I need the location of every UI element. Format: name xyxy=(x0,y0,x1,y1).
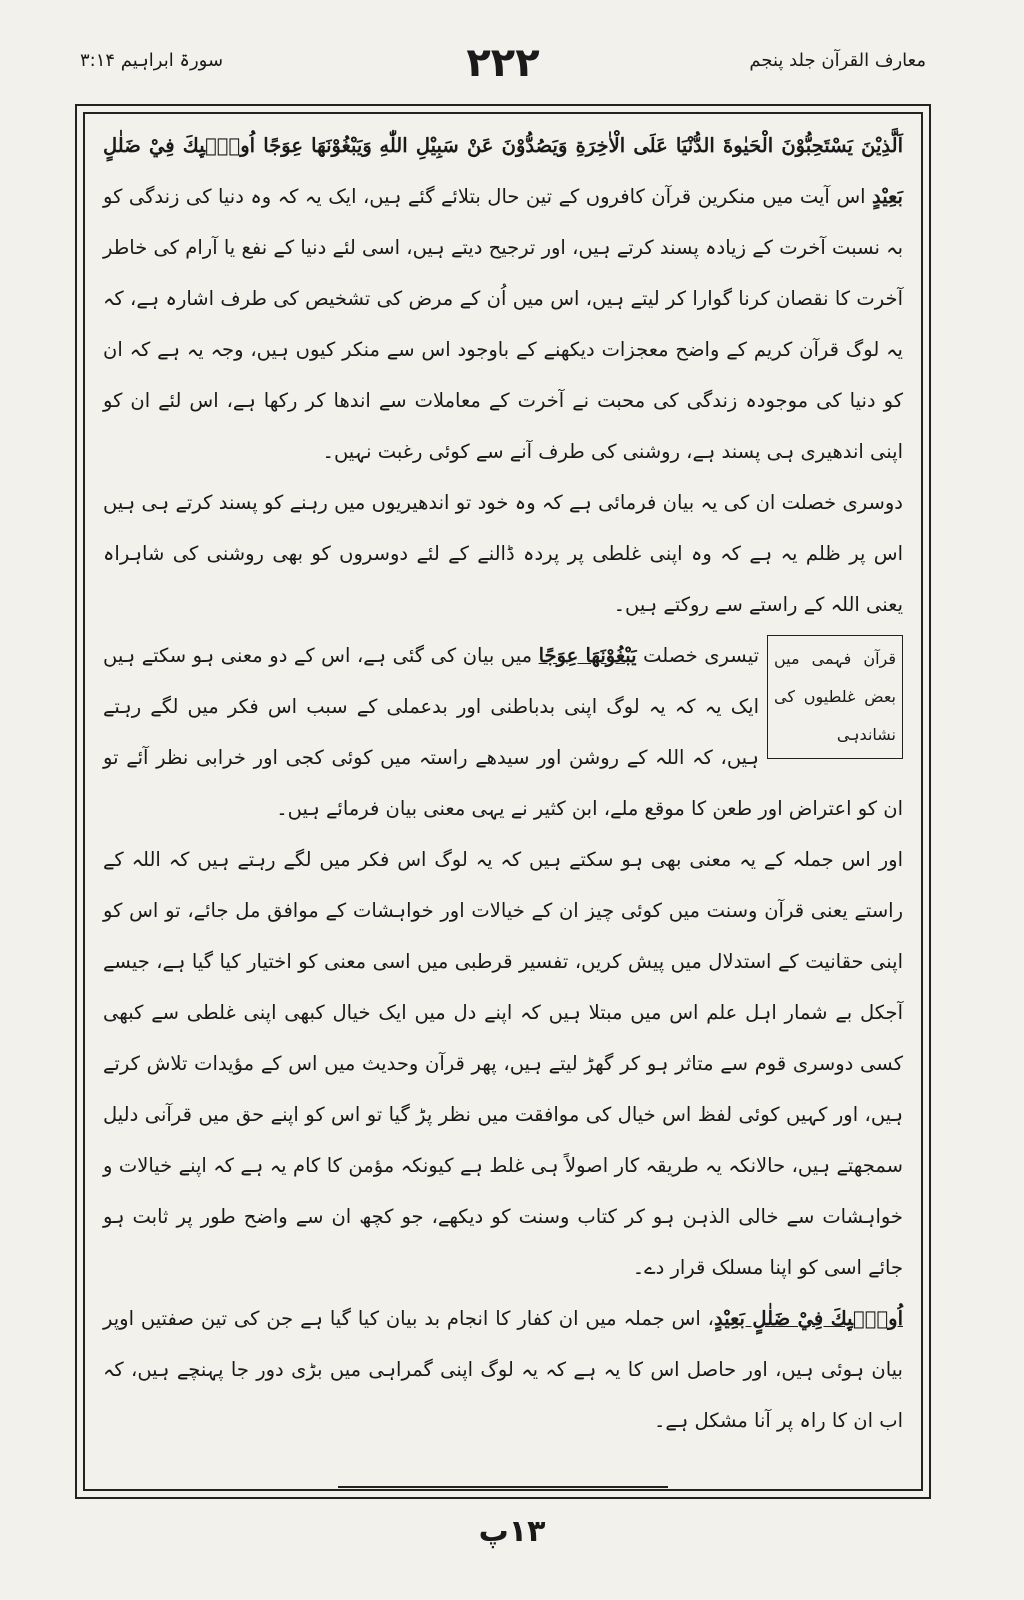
paragraph-4: اور اس جملہ کے یہ معنی بھی ہو سکتے ہیں کہ یہ لوگ اس فکر میں لگے رہتے ہیں کہ اللہ کے راستے یعنی قرآن وسنت میں کوئی چیز ان کے خیالات اور خواہشات کے موافق مل جائے، تو اس کو اپنی حقانیت کے استدلال میں پیش کریں، تفسیر قرطبی میں اسی معنی کو اختیار کیا گیا ہے، جیسے آجکل بے شمار اہل علم اس میں مبتلا ہیں کہ اپنے دل میں ایک خیال کبھی اپنی غلطی سے کبھی کسی دوسری قوم سے متاثر ہو کر گھڑ لیتے ہیں، پھر قرآن وحدیث میں اس کے مؤیدات تلاش کرتے ہیں، اور کہیں کوئی لفظ اس خیال کی موافقت میں نظر پڑ گیا تو اس کو اپنے حق میں قرآنی دلیل سمجھتے ہیں، حالانکہ یہ طریقہ کار اصولاً ہی غلط ہے کیونکہ مؤمن کا کام یہ ہے کہ اپنے خیالات و خواہشات سے خالی الذہن ہو کر کتاب وسنت کو دیکھے، جو کچھ ان سے واضح طور پر ثابت ہو جائے اسی کو اپنا مسلک قرار دے۔ xyxy=(103,848,903,1279)
paragraph-3 xyxy=(103,630,903,834)
paragraph-5-text: اس جملہ میں ان کفار کا انجام بد بیان کیا گیا ہے جن کی تین صفتیں اوپر بیان ہوئی ہیں، اور حاصل اس کا یہ ہے کہ یہ لوگ اپنی گمراہی میں بڑی دور جا پہنچے ہیں، کہ اب ان کا راہ پر آنا مشکل ہے۔ xyxy=(103,1307,903,1432)
paragraph-3-intro: تیسری خصلت xyxy=(643,644,760,667)
paragraph-2: دوسری خصلت ان کی یہ بیان فرمائی ہے کہ وہ خود تو اندھیریوں میں رہنے کو پسند کرتے ہی ہیں اس پر ظلم یہ ہے کہ وہ اپنی غلطی پر پردہ ڈالنے کے لئے دوسروں کو بھی روشنی کی شاہراہ یعنی اللہ کے راستے سے روکتے ہیں۔ xyxy=(103,491,903,616)
page-frame-inner xyxy=(83,112,923,1491)
page-header xyxy=(80,40,926,90)
paragraph-5-arabic: اُولٰۗىِٕكَ فِيْ ضَلٰلٍ بَعِيْدٍ xyxy=(713,1307,903,1330)
book-title: معارف القرآن جلد پنجم xyxy=(749,50,926,71)
verse-line-1: اَلَّذِيْنَ يَسْتَحِبُّوْنَ الْحَيٰوةَ الدُّنْيَا عَلَى الْاٰخِرَةِ وَيَصُدُّوْنَ عَنْ سَبِيْلِ اللّٰهِ xyxy=(379,134,903,157)
folio-mark: ۱۳پ xyxy=(478,1514,546,1549)
verse-line-2: وَيَبْغُوْنَهَا عِوَجًا اُولٰۗىِٕكَ فِيْ ضَلٰلٍ بَعِيْدٍ xyxy=(103,134,903,208)
page-number: ۲۲۲ xyxy=(466,40,540,86)
surah-reference: سورۃ ابراہیم ۳:۱۴ xyxy=(80,50,224,71)
page-frame xyxy=(75,104,931,1499)
verse-paragraph xyxy=(103,120,903,477)
paragraph-1: اس آیت میں منکرین قرآن کافروں کے تین حال بتلائے گئے ہیں، ایک یہ کہ وہ دنیا کی زندگی کو بہ نسبت آخرت کے زیادہ پسند کرتے ہیں، اور ترجیح دیتے ہیں، اسی لئے دنیا کے نفع یا آرام کی خاطر آخرت کا نقصان کرنا گوارا کر لیتے ہیں، اس میں اُن کے مرض کی تشخیص کی طرف اشارہ ہے، کہ یہ لوگ قرآن کریم کے واضح معجزات دیکھنے کے باوجود اس سے منکر کیوں ہیں، وجہ یہ ہے کہ ان کو دنیا کی موجودہ زندگی کی محبت نے آخرت کے معاملات سے اندھا کر رکھا ہے، اس لئے ان کو اپنی اندھیری ہی پسند ہے، روشنی کی طرف آنے سے کوئی رغبت نہیں۔ xyxy=(103,185,903,463)
end-separator-line xyxy=(338,1486,668,1488)
side-note-box: قرآن فہمی میں بعض غلطیوں کی نشاندہی xyxy=(767,635,903,759)
paragraph-3-arabic: يَبْغُوْنَهَا عِوَجًا xyxy=(538,644,637,667)
page-content xyxy=(103,120,903,1469)
paragraph-5: اُولٰۗىِٕكَ فِيْ ضَلٰلٍ بَعِيْدٍ، اس جملہ میں ان کفار کا انجام بد بیان کیا گیا ہے جن کی تین صفتیں اوپر بیان ہوئی ہیں، اور حاصل اس کا یہ ہے کہ یہ لوگ اپنی گمراہی میں بڑی دور جا پہنچے ہیں، کہ اب ان کا راہ پر آنا مشکل ہے۔ xyxy=(103,1307,903,1432)
paragraph-3-text: میں بیان کی گئی ہے، اس کے دو معنی ہو سکتے ہیں ایک یہ کہ یہ لوگ اپنی بدباطنی اور بدعملی کے سبب اس فکر میں لگے رہتے ہیں، کہ اللہ کے روشن اور سیدھے راستہ میں کوئی کجی اور خرابی نظر آئے تو ان کو اعتراض اور طعن کا موقع ملے، ابن کثیر نے یہی معنی بیان فرمائے ہیں۔ xyxy=(103,644,903,820)
